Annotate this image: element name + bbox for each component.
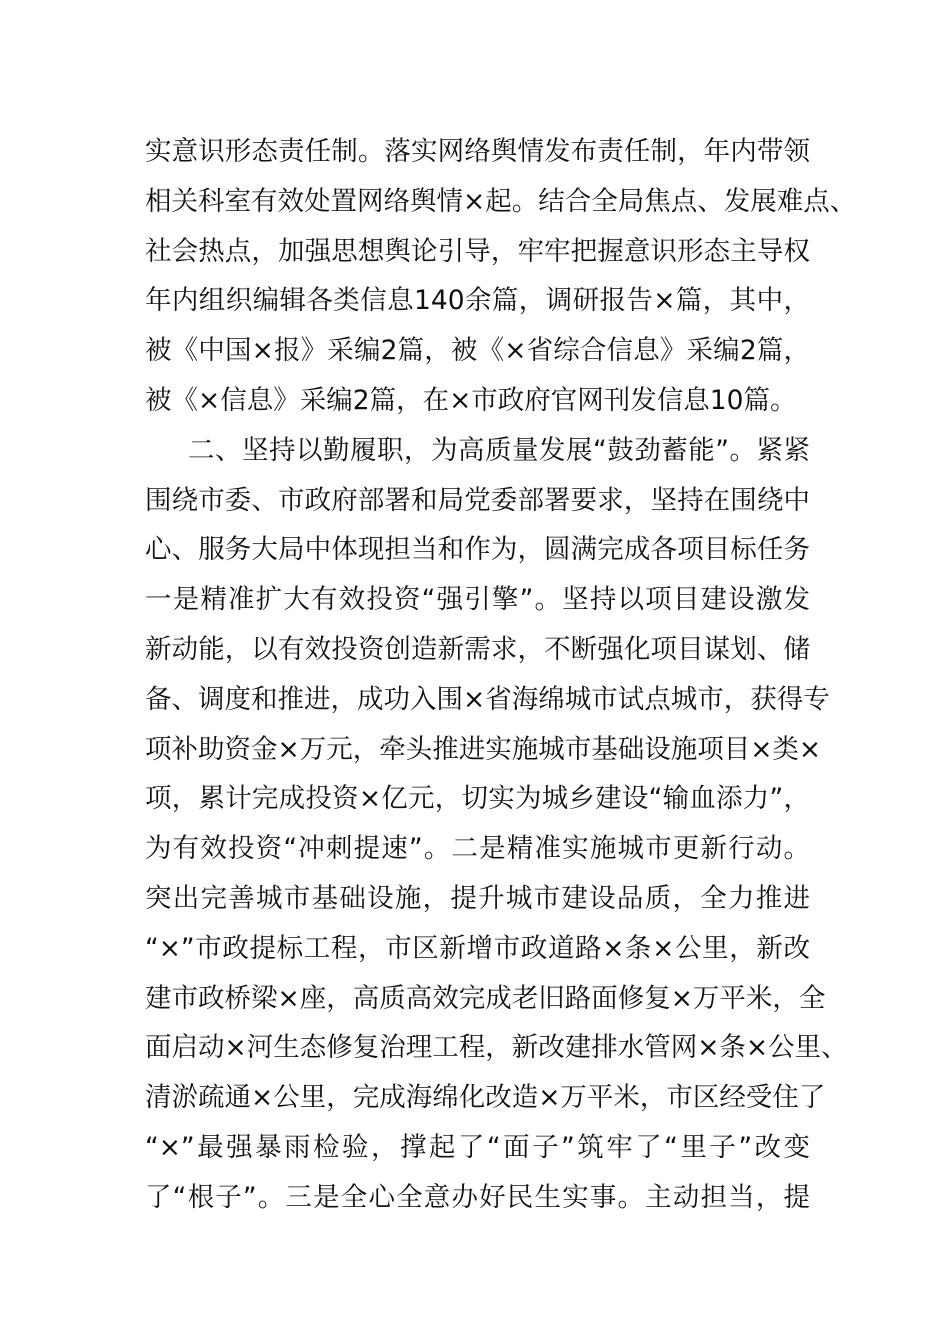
text-line: 了“根子”。三是全心全意办好民生实事。主动担当，提 bbox=[145, 1181, 810, 1213]
text-line: 突出完善城市基础设施，提升城市建设品质，全力推进 bbox=[145, 882, 810, 914]
text-line: 社会热点，加强思想舆论引导，牢牢把握意识形态主导权 bbox=[145, 235, 810, 267]
text-line: 为有效投资“冲刺提速”。二是精准实施城市更新行动。 bbox=[145, 833, 810, 865]
text-line: 建市政桥梁×座，高质高效完成老旧路面修复×万平米，全 bbox=[145, 982, 826, 1014]
text-line: 备、调度和推进，成功入围×省海绵城市试点城市，获得专 bbox=[145, 683, 830, 715]
text-line: 项补助资金×万元，牵头推进实施城市基础设施项目×类× bbox=[145, 733, 822, 765]
text-line: 一是精准扩大有效投资“强引擎”。坚持以项目建设激发 bbox=[145, 584, 810, 616]
text-line: “×”市政提标工程，市区新增市政道路×条×公里，新改 bbox=[145, 932, 810, 964]
text-line: 被《中国×报》采编2篇，被《×省综合信息》采编2篇， bbox=[145, 335, 810, 367]
text-line: 心、服务大局中体现担当和作为，圆满完成各项目标任务 bbox=[145, 534, 810, 566]
text-line: 相关科室有效处置网络舆情×起。结合全局焦点、发展难点、 bbox=[145, 185, 857, 217]
section-heading-line: 二、坚持以勤履职，为高质量发展“鼓劲蓄能”。紧紧 bbox=[188, 434, 810, 466]
text-line: “×”最强暴雨检验，撑起了“面子”筑牢了“里子”改变 bbox=[145, 1131, 810, 1163]
text-line: 年内组织编辑各类信息140余篇，调研报告×篇，其中， bbox=[145, 285, 810, 317]
document-body bbox=[145, 127, 857, 1223]
text-line: 项，累计完成投资×亿元，切实为城乡建设“输血添力”， bbox=[145, 783, 810, 815]
text-line: 被《×信息》采编2篇，在×市政府官网刊发信息10篇。 bbox=[145, 384, 797, 416]
text-line: 实意识形态责任制。落实网络舆情发布责任制，年内带领 bbox=[145, 136, 810, 167]
text-line: 面启动×河生态修复治理工程，新改建排水管网×条×公里、 bbox=[145, 1032, 848, 1064]
text-line: 新动能，以有效投资创造新需求，不断强化项目谋划、储 bbox=[145, 633, 810, 665]
text-line: 清淤疏通×公里，完成海绵化改造×万平米，市区经受住了 bbox=[145, 1082, 826, 1114]
text-line: 围绕市委、市政府部署和局党委部署要求，坚持在围绕中 bbox=[145, 484, 810, 516]
